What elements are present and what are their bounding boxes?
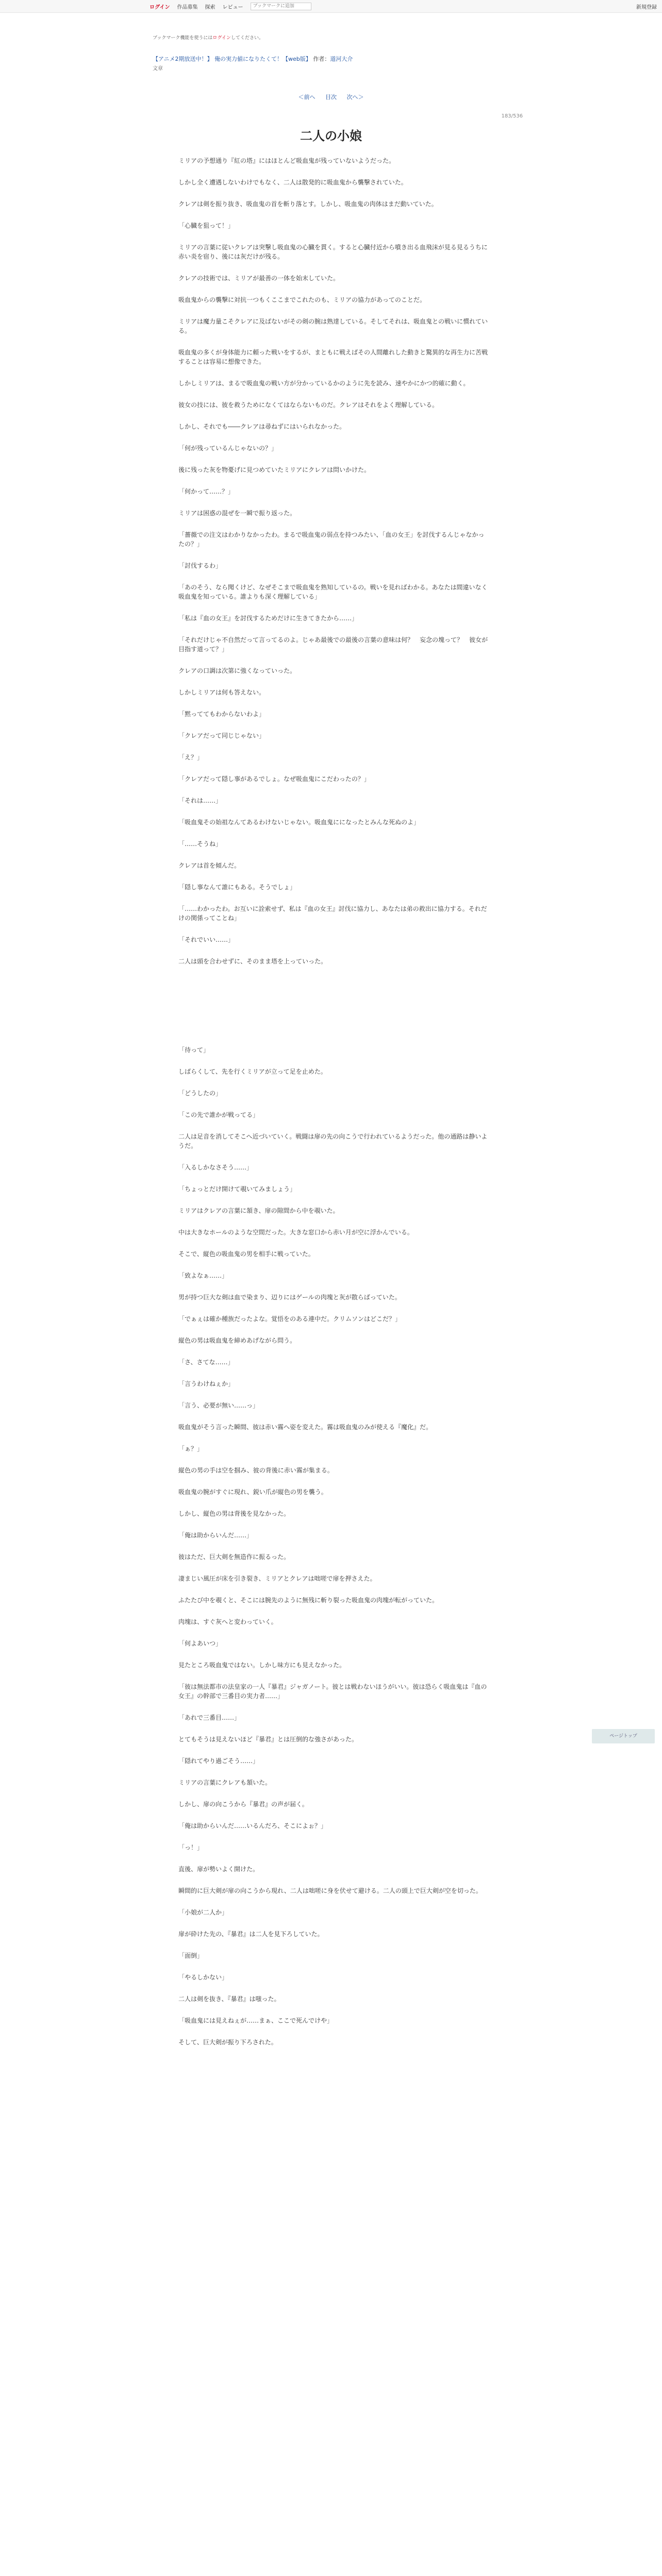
- top-nav-bar: [0, 0, 662, 13]
- paragraph: ミリアの予想通り『紅の塔』にはほとんど吸血鬼が残っていないようだった。: [178, 157, 395, 164]
- paragraph: 縦色の男は吸血鬼を締めあげながら問う。: [178, 1337, 296, 1344]
- paragraph: 扉が砕けた先の、『暴君』は二人を見下ろしていた。: [178, 1930, 324, 1938]
- novel-body: [178, 156, 488, 2059]
- paragraph: 「心臓を狙って！」: [178, 222, 235, 229]
- toc-link[interactable]: 目次: [325, 94, 337, 100]
- paragraph: 「私は『血の女王』を討伐するためだけに生きてきたから……」: [178, 615, 358, 622]
- paragraph: 「っ！」: [178, 1844, 204, 1851]
- paragraph: 二人は頭を合わせずに、そのまま塔を上っていった。: [178, 958, 327, 965]
- paragraph: しかしミリアは何も答えない。: [178, 689, 266, 696]
- paragraph: 「それは……」: [178, 797, 222, 804]
- notice-prefix: ブックマーク機能を使うには: [153, 36, 213, 41]
- paragraph: 吸血鬼がそう言った瞬間、彼は赤い霧へ姿を変えた。霧は吸血鬼のみが使える『魔化』だ。: [178, 1423, 433, 1431]
- paragraph: 「面倒」: [178, 1952, 204, 1959]
- paragraph: 吸血鬼の多くが身体能力に頼った戦いをするが、まともに戦えばその人間離れした動きと驚異的な再生力に苦戦することは容易に想像できた。: [178, 349, 488, 365]
- paragraph: 「クレアだって隠し事があるでしょ。なぜ吸血鬼にこだわったの？」: [178, 775, 370, 783]
- prev-link[interactable]: ＜前へ: [298, 94, 316, 100]
- episode-number: 183/536: [501, 113, 523, 119]
- paragraph: 「俺は助からいんだ……いるんだろ、そこによぉ？」: [178, 1822, 327, 1829]
- paragraph: そして、巨大剣が振り下ろされた。: [178, 2039, 277, 2046]
- author-label: 作者：: [313, 56, 330, 62]
- paragraph: 「ぁ？」: [178, 1445, 204, 1452]
- paragraph: 吸血鬼の腕がすぐに現れ、鋭い爪が縦色の男を襲う。: [178, 1488, 327, 1496]
- paragraph: 「隠し事なんて誰にもある。そうでしょ」: [178, 884, 296, 891]
- work-tag: 文章: [153, 66, 163, 72]
- paragraph: 「何が残っているんじゃないの？」: [178, 445, 278, 452]
- episode-title: 二人の小娘: [300, 129, 362, 143]
- search-input[interactable]: [251, 3, 311, 10]
- paragraph: 彼女の技には、彼を救うためになくてはならないものだ。クレアはそれをよく理解している。: [178, 401, 439, 409]
- paragraph: 縦色の男の手は空を掴み、彼の背後に赤い霧が集まる。: [178, 1467, 334, 1474]
- paragraph: しかし、それでも――クレアは尋ねずにはいられなかった。: [178, 423, 346, 430]
- paragraph: しかし、縦色の男は背後を見なかった。: [178, 1510, 290, 1517]
- paragraph: 「隠れてやり過ごそう……」: [178, 1757, 259, 1765]
- paragraph: 二人は足音を消してそこへ近づいていく。戦闘は扉の先の向こうで行われているようだった。他の通路は静いようだ。: [178, 1133, 488, 1149]
- register-link[interactable]: 新規登録: [636, 5, 657, 10]
- paragraph: 「それだけじゃ不自然だって言ってるのよ。じゃあ最後での最後の言葉の意味は何？ 妄念の塊って？ 彼女が目指す道って？」: [178, 636, 488, 653]
- paragraph: 中は大きなホールのような空間だった。大きな窓口から赤い月が空に浮かんでいる。: [178, 1229, 413, 1236]
- work-author: [313, 56, 353, 62]
- paragraph: 「クレアだって同じじゃない」: [178, 732, 266, 739]
- paragraph: 「……そうね」: [178, 840, 222, 848]
- paragraph: 直後、扉が勢いよく開けた。: [178, 1866, 259, 1873]
- paragraph: 「どうしたの」: [178, 1090, 222, 1097]
- paragraph: しばらくして、先を行くミリアが立って足を止めた。: [178, 1068, 327, 1075]
- paragraph: 「何かって……？」: [178, 488, 235, 495]
- paragraph: しかし全く遭遇しないわけでもなく、二人は散発的に吸血鬼から襲撃されていた。: [178, 179, 407, 186]
- paragraph: 「それでいい……」: [178, 936, 235, 943]
- bookmark-login-notice: [153, 34, 263, 41]
- paragraph: 「やるしかない」: [178, 1974, 228, 1981]
- nav-link-contest[interactable]: 作品募集: [177, 4, 198, 10]
- paragraph: 彼はただ、巨大剣を無造作に振るった。: [178, 1553, 290, 1561]
- notice-login-link[interactable]: ログイン: [212, 36, 231, 41]
- paragraph: 二人は剣を抜き、『暴君』は嗤った。: [178, 1995, 280, 2003]
- paragraph: ミリアは困惑の混ぜを一瞬で振り返った。: [178, 510, 296, 517]
- paragraph: 「吸血鬼には見えねぇが……まぁ、ここで死んでけや」: [178, 2017, 334, 2024]
- paragraph: 「あれで三番目……」: [178, 1714, 241, 1721]
- paragraph: 「入るしかなさそう……」: [178, 1164, 253, 1171]
- paragraph: 男が持つ巨大な剣は血で染まり、辺りにはゲールの肉塊と灰が散らばっていた。: [178, 1294, 401, 1301]
- paragraph: とてもそうは見えないほど『暴君』とは圧倒的な強さがあった。: [178, 1736, 358, 1743]
- scene-break: [178, 978, 488, 1045]
- paragraph: ミリアはクレアの言葉に頷き、扉の隙間から中を覗いた。: [178, 1207, 339, 1214]
- body-part-1: [178, 156, 488, 966]
- paragraph: ミリアの言葉に従いクレアは突撃し吸血鬼の心臓を貫く。すると心臓付近から噴き出る血飛沫が見る見るうちに赤い炎を宿り、後には灰だけが残る。: [178, 244, 488, 260]
- paragraph: 「小娘が二人か」: [178, 1909, 228, 1916]
- paragraph: 「吸血鬼その始祖なんてあるわけないじゃない。吸血鬼にになったとみんな死ぬのよ」: [178, 819, 420, 826]
- paragraph: ミリアは魔力量こそクレアに及ばないがその剣の腕は熟達している。そしてそれは、吸血鬼との戦いに慣れている。: [178, 318, 488, 334]
- paragraph: 「この先で誰かが戦ってる」: [178, 1111, 259, 1118]
- paragraph: クレアの口調は次第に強くなっていった。: [178, 667, 296, 674]
- author-name[interactable]: 道河大介: [330, 56, 353, 62]
- paragraph: 「ちょっとだけ開けて覗いてみましょう」: [178, 1185, 296, 1193]
- paragraph: しかしミリアは、まるで吸血鬼の戦い方が分かっているかのように先を読み、速やかにかつ的確に動く。: [178, 380, 470, 387]
- work-title-row: [153, 55, 353, 63]
- nav-link-explore[interactable]: 探索: [205, 4, 216, 10]
- work-title[interactable]: 【アニメ2期放送中！】 俺の実力値になりたくて！【web版】: [153, 56, 311, 62]
- paragraph: 「討伐するわ」: [178, 562, 222, 569]
- paragraph: 「……わかったわ。お互いに詮索せず、私は『血の女王』討伐に協力し、あなたは弟の救出に協力する。それだけの関係ってことね」: [178, 905, 487, 922]
- pager-top: [0, 93, 662, 101]
- paragraph: 「え？」: [178, 754, 204, 761]
- paragraph: クレアの技術では、ミリアが最善の一体を始末していた。: [178, 275, 340, 282]
- paragraph: 「さ、さてな……」: [178, 1359, 234, 1366]
- paragraph: 「黙っててもわからないわよ」: [178, 710, 266, 718]
- paragraph: 「言うわけねぇか」: [178, 1380, 235, 1387]
- paragraph: 後に残った灰を物憂げに見つめていたミリアにクレアは問いかけた。: [178, 466, 371, 473]
- login-link[interactable]: ログイン: [150, 4, 170, 10]
- paragraph: 「薔薇での注文はわかりなかったわ。まるで吸血鬼の弱点を持つみたい、「血の女王」を討伐するんじゃなかったの？」: [178, 531, 485, 548]
- paragraph: 瞬間的に巨大剣が扉の向こうから現れ、二人は咄嗟に身を伏せて避ける。二人の頭上で巨大剣が空を切った。: [178, 1887, 482, 1894]
- paragraph: 「俺は助からいんだ……」: [178, 1532, 253, 1539]
- next-link[interactable]: 次へ＞: [346, 94, 364, 100]
- paragraph: そこで、縦色の吸血鬼の男を相手に戦っていた。: [178, 1250, 315, 1258]
- paragraph: 見たところ吸血鬼ではない。しかし味方にも見えなかった。: [178, 1662, 346, 1669]
- nav-link-review[interactable]: レビュー: [222, 4, 243, 10]
- paragraph: ふたたび中を覗くと、そこには腕先のように無残に斬り裂った吸血鬼の肉塊が転がっていた。: [178, 1597, 439, 1604]
- paragraph: 凄まじい風圧が床を引き裂き、ミリアとクレアは咄嗟で扉を押さえた。: [178, 1575, 376, 1582]
- paragraph: 「彼は無法都市の法皇家の一人『暴君』ジャガノート。彼とは戦わないほうがいい。彼は恐らく吸血鬼は『血の女王』の幹部で三番目の実力者……」: [178, 1683, 487, 1700]
- paragraph: 「何よあいつ」: [178, 1640, 222, 1647]
- page-top-button[interactable]: ページトップ: [592, 1729, 655, 1743]
- notice-suffix: してください。: [230, 36, 263, 41]
- paragraph: しかし、扉の向こうから『暴君』の声が届く。: [178, 1801, 308, 1808]
- paragraph: 「あのそう、なら聞くけど、なぜそこまで吸血鬼を熟知しているの。戦いを見ればわかる。あなたは間違いなく吸血鬼を知っている。誰よりも深く理解している」: [178, 584, 488, 600]
- paragraph: クレアは首を傾んだ。: [178, 862, 241, 869]
- paragraph: クレアは剣を振り抜き、吸血鬼の首を斬り落とす。しかし、吸血鬼の肉体はまだ動いていた。: [178, 200, 438, 208]
- paragraph: 肉塊は、すぐ灰へと変わっていく。: [178, 1618, 277, 1625]
- paragraph: ミリアの言葉にクレアも頷いた。: [178, 1779, 272, 1786]
- paragraph: 「でぁぇは確か種族だったよな。覚悟をのある連中だ。クリムソンはどこだ？」: [178, 1315, 402, 1323]
- paragraph: 吸血鬼からの襲撃に対抗一つもくここまでこれたのも、ミリアの協力があってのことだ。: [178, 296, 426, 303]
- top-nav: [150, 2, 311, 10]
- body-part-2: [178, 1045, 488, 2047]
- paragraph: 「致よなぁ……」: [178, 1272, 228, 1279]
- paragraph: 「待って」: [178, 1046, 210, 1054]
- paragraph: 「言う、必要が無い……っ」: [178, 1402, 259, 1409]
